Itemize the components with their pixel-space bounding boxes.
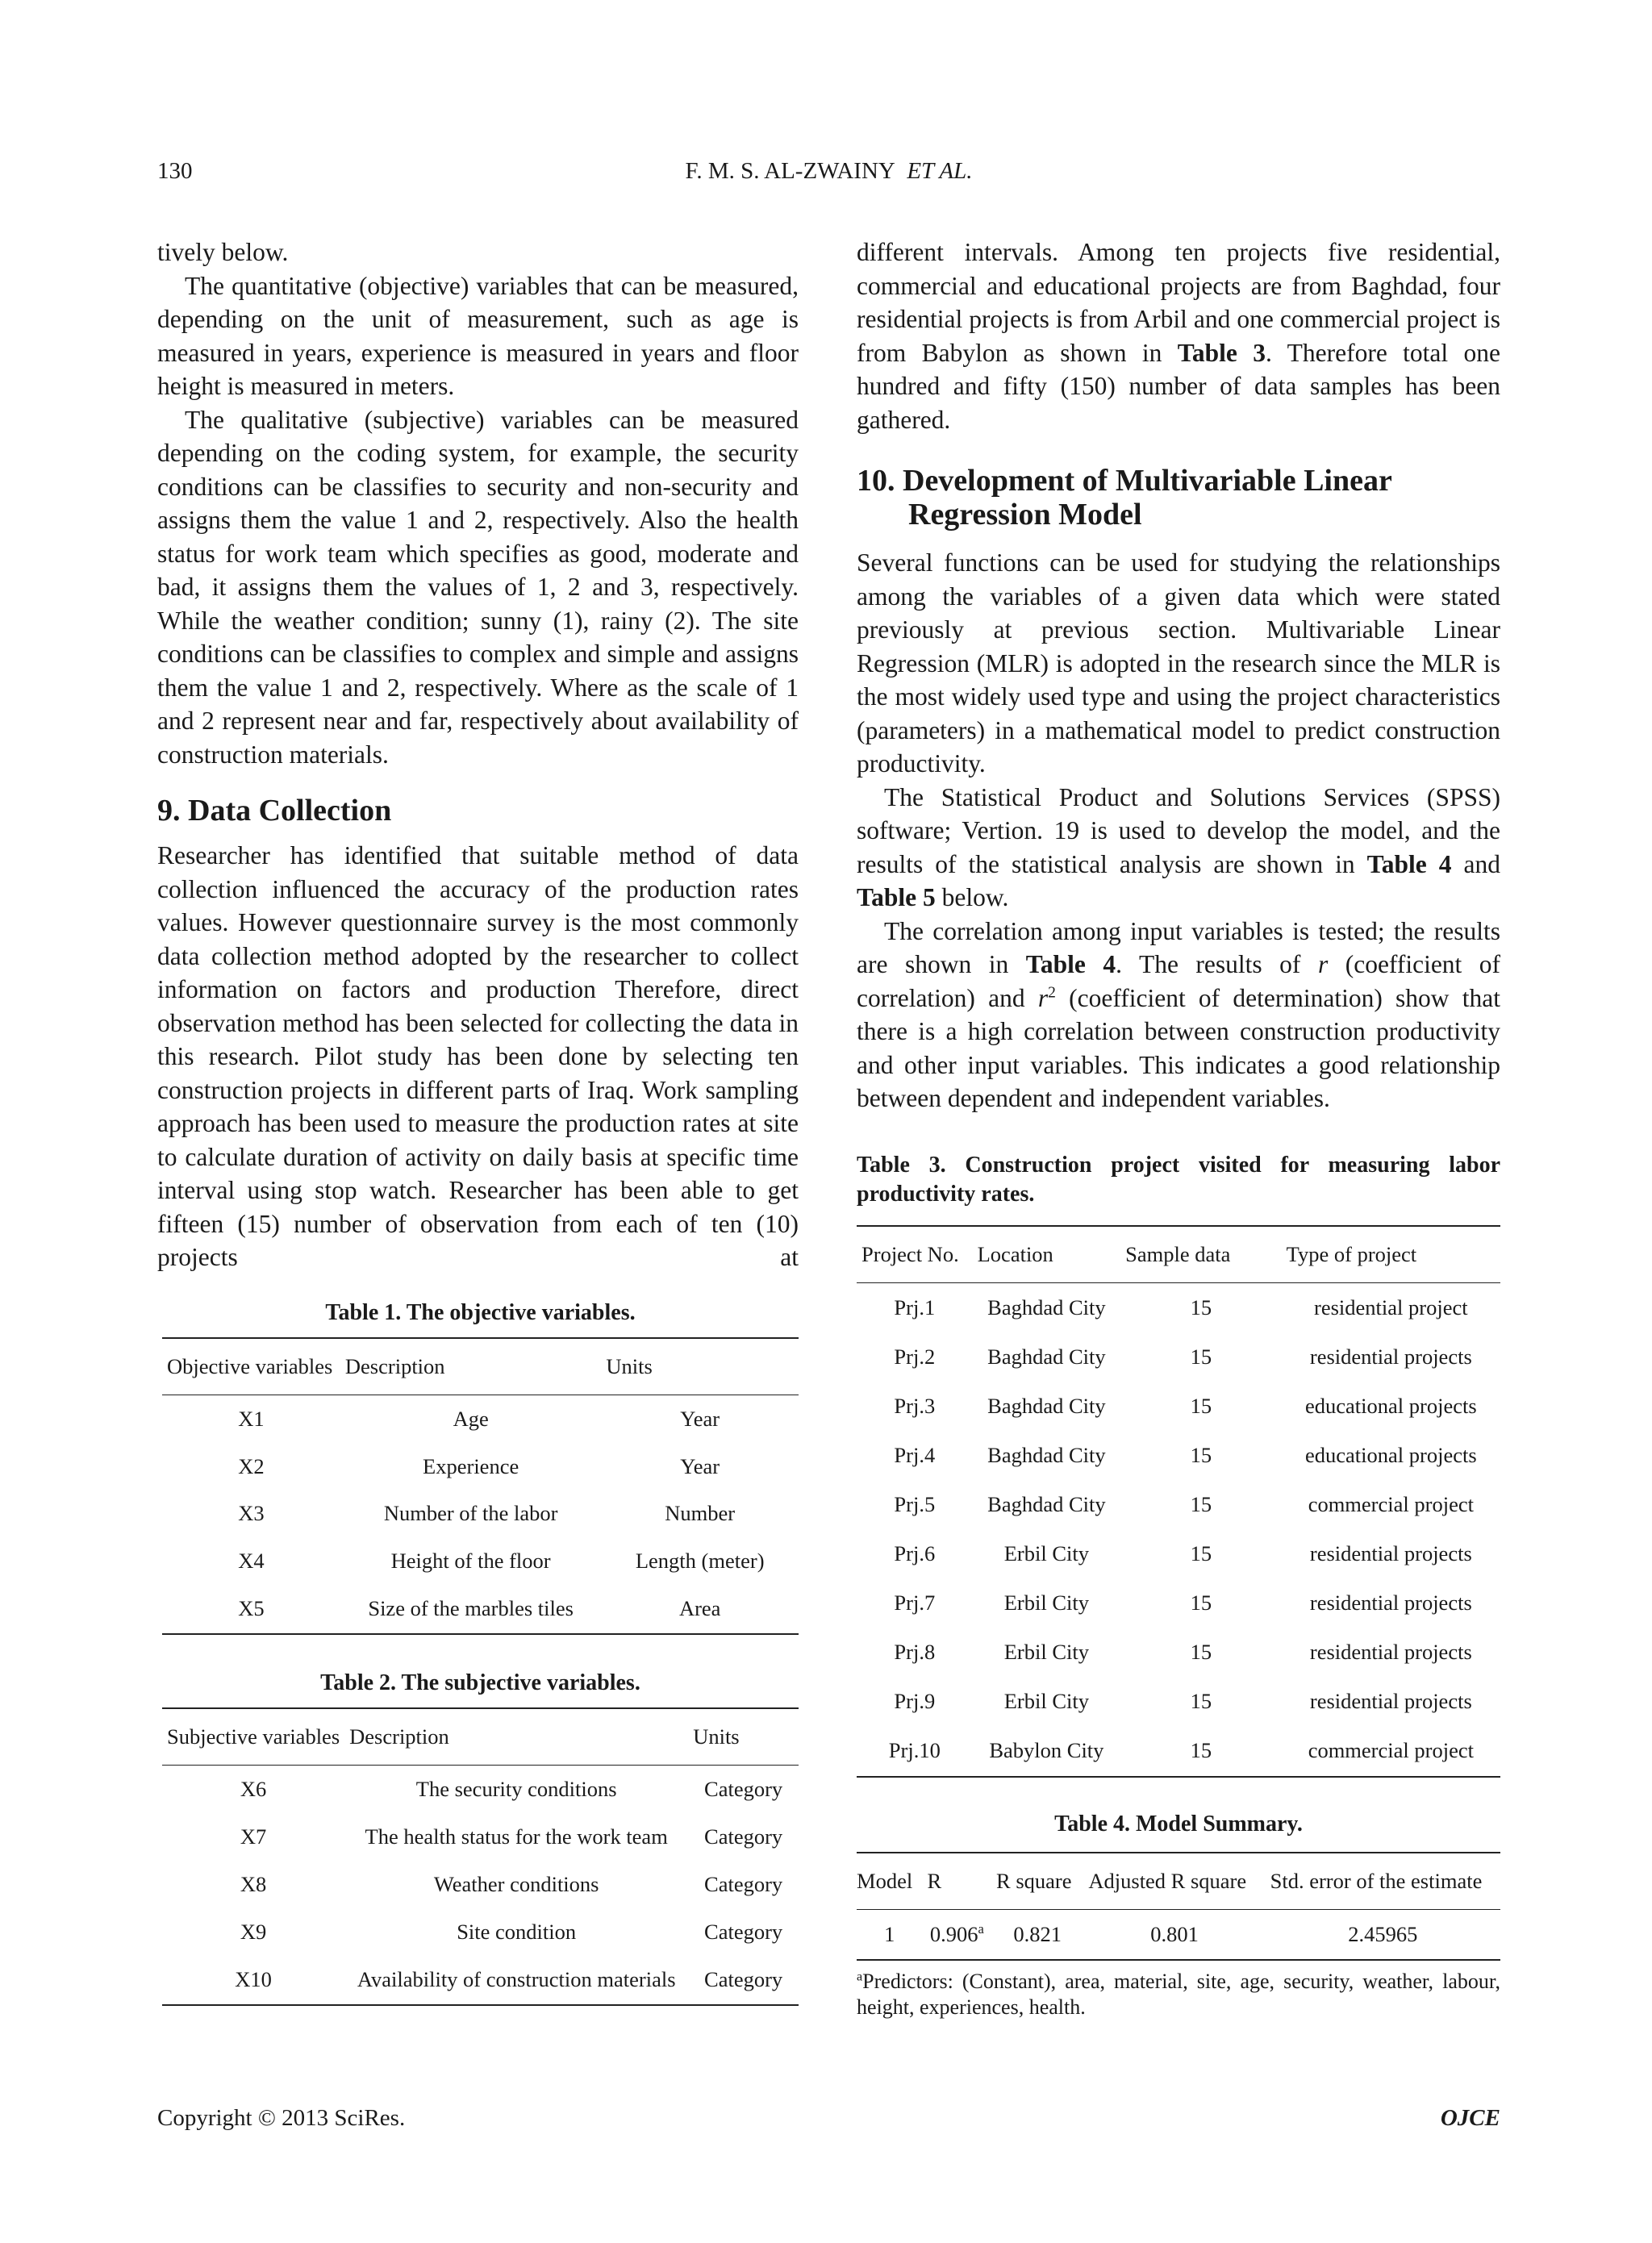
table-reference: Table 4 bbox=[1025, 950, 1116, 978]
table-cell: 0.821 bbox=[991, 1910, 1083, 1960]
table-header-cell: Adjusted R square bbox=[1083, 1853, 1265, 1910]
table-3 bbox=[857, 1151, 1500, 1778]
table-cell: Height of the floor bbox=[390, 1549, 551, 1574]
table-cell: Erbil City bbox=[1003, 1689, 1090, 1714]
table-cell: commercial project bbox=[1282, 1727, 1500, 1777]
table-header-cell: Units bbox=[688, 1708, 799, 1766]
table-cell: Baghdad City bbox=[987, 1492, 1106, 1517]
paragraph-spss bbox=[857, 781, 1500, 915]
right-column bbox=[857, 236, 1500, 2020]
table-reference: Table 5 bbox=[857, 883, 936, 911]
table-cell bbox=[923, 1910, 992, 1960]
table-cell: Baghdad City bbox=[987, 1295, 1106, 1320]
table-cell: residential projects bbox=[1309, 1640, 1472, 1665]
table-cell: Site condition bbox=[457, 1920, 577, 1945]
table-cell: 1 bbox=[857, 1910, 923, 1960]
page-number: 130 bbox=[157, 158, 193, 184]
paragraph-continuation-right bbox=[857, 236, 1500, 436]
table-3-header-row bbox=[857, 1226, 1500, 1283]
table-cell: residential projects bbox=[1309, 1591, 1472, 1616]
table-cell: Experience bbox=[423, 1453, 519, 1478]
table-cell: Size of the marbles tiles bbox=[340, 1586, 601, 1634]
table-cell: X2 bbox=[238, 1453, 265, 1478]
superscript: 2 bbox=[1048, 984, 1056, 1001]
table-cell: Prj.2 bbox=[894, 1345, 936, 1370]
table-reference: Table 4 bbox=[1366, 849, 1452, 878]
table-cell: X3 bbox=[238, 1501, 265, 1526]
table-header-cell: Description bbox=[344, 1708, 688, 1766]
table-header-cell: Subjective variables bbox=[162, 1708, 344, 1766]
table-cell: commercial project bbox=[1308, 1492, 1474, 1517]
table-cell: residential projects bbox=[1309, 1541, 1472, 1566]
paragraph-continuation: tively below. bbox=[157, 238, 289, 266]
table-cell: 15 bbox=[1190, 1492, 1212, 1517]
table-cell: Prj.1 bbox=[894, 1295, 936, 1320]
table-row bbox=[857, 1382, 1500, 1432]
text-span: and bbox=[1463, 849, 1500, 878]
table-row bbox=[857, 1530, 1500, 1579]
table-header-cell: Sample data bbox=[1120, 1226, 1282, 1283]
table-cell: residential projects bbox=[1309, 1689, 1472, 1714]
table-row bbox=[162, 1862, 799, 1909]
running-header bbox=[157, 158, 1500, 190]
table-cell: X4 bbox=[238, 1549, 265, 1574]
paragraph-correlation bbox=[857, 915, 1500, 1115]
table-1 bbox=[157, 1299, 799, 1635]
table-cell: educational projects bbox=[1305, 1394, 1477, 1419]
table-cell: Erbil City bbox=[1003, 1591, 1090, 1616]
table-row bbox=[857, 1283, 1500, 1333]
table-header-cell: Std. error of the estimate bbox=[1266, 1853, 1500, 1910]
table-cell: X6 bbox=[240, 1777, 267, 1801]
table-cell: X10 bbox=[162, 1957, 344, 2005]
table-cell: Prj.3 bbox=[894, 1394, 936, 1419]
table-cell: Prj.7 bbox=[894, 1591, 936, 1616]
table-4-header-row bbox=[857, 1853, 1500, 1910]
text-span: The Statistical Product and Solutions Services (SPSS) software; Vertion. 19 is used to develop the model, and the results of the statistical analysis are shown in bbox=[857, 782, 1500, 878]
section-heading-data-collection: 9. Data Collection bbox=[157, 794, 392, 828]
table-cell: Prj.6 bbox=[894, 1541, 936, 1566]
table-4-grid bbox=[857, 1852, 1500, 1961]
symbol-r-squared: r bbox=[1037, 983, 1049, 1012]
table-1-header-row bbox=[162, 1338, 799, 1395]
table-cell: residential projects bbox=[1309, 1345, 1472, 1370]
r-value: 0.906 bbox=[929, 1921, 978, 1946]
table-header-cell: Objective variables bbox=[162, 1338, 340, 1395]
table-row bbox=[857, 1910, 1500, 1960]
table-row bbox=[857, 1579, 1500, 1628]
table-cell: Area bbox=[601, 1586, 799, 1634]
table-cell: Number of the labor bbox=[383, 1501, 558, 1526]
paragraph-mlr: Several functions can be used for studying the relationships among the variables of a given data which were stated previously at previous section. Multivariable Linear Regression (MLR) is adopted in the research since the MLR is the most widely used type and using the project characteristics (parameters) in a mathematical model to predict construction productivity. bbox=[857, 548, 1500, 778]
table-cell: Age bbox=[453, 1407, 489, 1431]
table-cell: Year bbox=[680, 1453, 720, 1478]
table-header-cell: R square bbox=[991, 1853, 1083, 1910]
table-cell: 15 bbox=[1190, 1443, 1212, 1468]
table-cell: 15 bbox=[1190, 1295, 1212, 1320]
table-row bbox=[857, 1333, 1500, 1382]
section-heading-mlr-model: 10. Development of Multivariable Linear Regression Model bbox=[857, 464, 1392, 532]
table-cell: X5 bbox=[162, 1586, 340, 1634]
copyright-notice: Copyright © 2013 SciRes. bbox=[157, 2105, 406, 2131]
table-cell: Baghdad City bbox=[987, 1345, 1106, 1370]
table-cell: Category bbox=[704, 1777, 783, 1801]
table-4-caption: Table 4. Model Summary. bbox=[1054, 1811, 1303, 1837]
table-2-caption: Table 2. The subjective variables. bbox=[320, 1670, 640, 1695]
table-row bbox=[162, 1909, 799, 1957]
table-cell: 15 bbox=[1120, 1727, 1282, 1777]
table-cell: Prj.5 bbox=[894, 1492, 936, 1517]
table-1-caption: Table 1. The objective variables. bbox=[325, 1299, 636, 1325]
table-row bbox=[162, 1395, 799, 1444]
table-cell: 15 bbox=[1190, 1394, 1212, 1419]
table-4-footnote bbox=[857, 1969, 1500, 2020]
table-cell: 15 bbox=[1190, 1541, 1212, 1566]
paragraph-quantitative: The quantitative (objective) variables that can be measured, depending on the unit of measurement, such as age is measured in years, experience is measured in years and floor height is measured in meters. bbox=[157, 271, 799, 400]
table-cell: Baghdad City bbox=[987, 1394, 1106, 1419]
table-row bbox=[162, 1814, 799, 1862]
header-authors: F. M. S. AL-ZWAINY bbox=[685, 158, 895, 184]
table-cell: Year bbox=[680, 1407, 720, 1431]
table-cell: Availability of construction materials bbox=[344, 1957, 688, 2005]
paragraph-data-collection: Researcher has identified that suitable method of data collection influenced the accuracy of the production rates values. However questionnaire survey is the most commonly data collection method adopted by the researcher to collect information on factors and production Therefore, direct observation method has been selected for collecting the data in this research. Pilot study has been done by selecting ten construction projects in different parts of Iraq. Work sampling approach has been used to measure the production rates at site to calculate duration of activity on daily basis at specific time interval using stop watch. Researcher has been able to get fifteen (15) number of observation from each of ten (10) projects at bbox=[157, 841, 799, 1271]
table-4 bbox=[857, 1810, 1500, 2020]
left-column bbox=[157, 236, 799, 2006]
running-title bbox=[157, 158, 1500, 185]
paragraph-qualitative: The qualitative (subjective) variables can be measured depending on the coding system, for example, the security conditions can be classifies to security and non-security and assigns them the value 1 and 2, respectively. Also the health status for work team which specifies as good, moderate and bad, it assigns them the values of 1, 2 and 3, respectively. While the weather condition; sunny (1), rainy (2). The site conditions can be classifies to complex and simple and assigns them the value 1 and 2, respectively. Where as the scale of 1 and 2 represent near and far, respectively about availability of construction materials. bbox=[157, 405, 799, 769]
table-header-cell: Type of project bbox=[1282, 1226, 1500, 1283]
table-header-cell: Location bbox=[973, 1226, 1121, 1283]
text-span: . Therefore total one hundred and fifty (150) number of data samples has been gathered. bbox=[857, 338, 1500, 434]
table-cell: Category bbox=[704, 1920, 783, 1945]
table-cell: educational projects bbox=[1305, 1443, 1477, 1468]
table-row bbox=[162, 1490, 799, 1538]
table-reference: Table 3 bbox=[1177, 338, 1266, 367]
table-cell: Prj.10 bbox=[857, 1727, 973, 1777]
table-cell: 15 bbox=[1190, 1689, 1212, 1714]
table-cell: The security conditions bbox=[415, 1777, 617, 1801]
text-span: (coefficient of correlation) and bbox=[857, 950, 1501, 1012]
table-cell: Prj.4 bbox=[894, 1443, 936, 1468]
table-row bbox=[162, 1538, 799, 1586]
table-3-grid bbox=[857, 1225, 1500, 1778]
table-2-grid bbox=[162, 1707, 799, 2006]
table-cell: X7 bbox=[240, 1824, 267, 1849]
table-cell: residential project bbox=[1314, 1295, 1468, 1320]
table-row bbox=[162, 1586, 799, 1634]
text-span: different intervals. Among ten projects five residential, commercial and educational projects are from Baghdad, four residential projects is from Arbil and one commercial project is from Babylon as shown in bbox=[857, 238, 1500, 367]
table-cell: Erbil City bbox=[1003, 1541, 1090, 1566]
table-row bbox=[857, 1628, 1500, 1678]
table-cell: Weather conditions bbox=[433, 1872, 599, 1897]
table-row bbox=[857, 1727, 1500, 1777]
footnote-text: Predictors: (Constant), area, material, site, age, security, weather, labour, height, experiences, health. bbox=[857, 1969, 1500, 2019]
table-2 bbox=[157, 1669, 799, 2006]
table-row bbox=[857, 1432, 1500, 1481]
table-2-header-row bbox=[162, 1708, 799, 1766]
table-row bbox=[857, 1678, 1500, 1727]
table-row bbox=[162, 1766, 799, 1814]
table-cell: Erbil City bbox=[1003, 1640, 1090, 1665]
header-et-al: ET AL. bbox=[907, 158, 973, 184]
table-cell: Category bbox=[688, 1957, 799, 2005]
table-1-grid bbox=[162, 1337, 799, 1635]
table-cell: The health status for the work team bbox=[365, 1824, 668, 1849]
table-header-cell: R bbox=[923, 1853, 992, 1910]
table-row bbox=[162, 1444, 799, 1490]
table-cell: Length (meter) bbox=[635, 1549, 765, 1574]
table-cell: Number bbox=[665, 1501, 736, 1526]
table-cell: 15 bbox=[1190, 1591, 1212, 1616]
table-cell: Babylon City bbox=[973, 1727, 1121, 1777]
table-3-caption: Table 3. Construction project visited for measuring labor productivity rates. bbox=[857, 1152, 1500, 1207]
table-header-cell: Model bbox=[857, 1853, 923, 1910]
table-header-cell: Description bbox=[340, 1338, 601, 1395]
table-cell: Prj.8 bbox=[894, 1640, 936, 1665]
table-cell: Category bbox=[704, 1872, 783, 1897]
table-row bbox=[162, 1957, 799, 2005]
text-span: (coefficient of determination) show that there is a high correlation between construction productivity and other input variables. This indicates a good relationship between dependent and independent variables. bbox=[857, 983, 1501, 1112]
text-span: below. bbox=[941, 883, 1009, 911]
table-cell: X8 bbox=[240, 1872, 267, 1897]
table-cell: Category bbox=[704, 1824, 783, 1849]
footnote-marker: a bbox=[978, 1920, 984, 1937]
table-header-cell: Project No. bbox=[857, 1226, 973, 1283]
table-header-cell: Units bbox=[601, 1338, 799, 1395]
table-cell: X9 bbox=[240, 1920, 267, 1945]
table-cell: 0.801 bbox=[1083, 1910, 1265, 1960]
table-cell: 15 bbox=[1190, 1345, 1212, 1370]
text-span: The correlation among input variables is tested; the results are shown in bbox=[857, 916, 1500, 978]
journal-abbreviation: OJCE bbox=[1440, 2105, 1500, 2131]
footnote-marker: a bbox=[857, 1969, 863, 1983]
text-span: . The results of bbox=[1116, 950, 1301, 978]
table-cell: X1 bbox=[238, 1407, 265, 1431]
table-cell: 15 bbox=[1190, 1640, 1212, 1665]
table-row bbox=[857, 1481, 1500, 1530]
table-cell: Prj.9 bbox=[894, 1689, 936, 1714]
symbol-r: r bbox=[1317, 950, 1329, 978]
table-cell: Baghdad City bbox=[987, 1443, 1106, 1468]
table-cell: 2.45965 bbox=[1266, 1910, 1500, 1960]
